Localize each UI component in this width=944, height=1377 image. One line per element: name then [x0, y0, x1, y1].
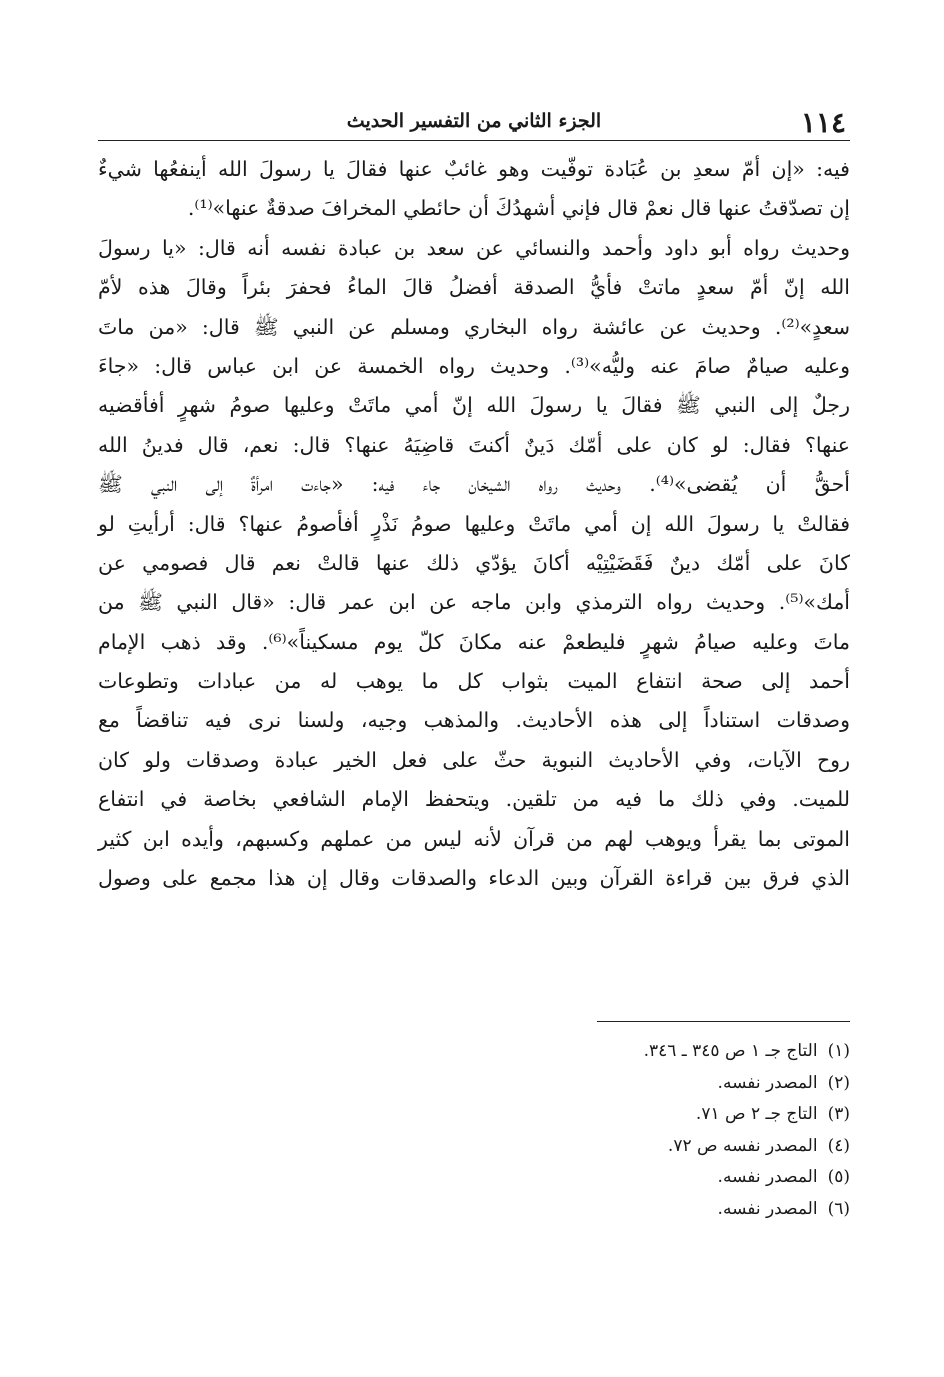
footnote-text: المصدر نفسه.	[717, 1198, 818, 1219]
body-line: وعليه صيامٌ صامَ عنه وليُّه»⁽³⁾. وحديث رواه الخمسة عن ابن عباس قال: «جاءَ	[98, 353, 850, 378]
footnote-text: المصدر نفسه.	[717, 1072, 818, 1093]
footnote-item	[350, 1036, 850, 1068]
footnote-number: (٣)	[827, 1104, 850, 1124]
body-line: كانَ على أمّك دينٌ فَقَضَيْتِيْه أكانَ يؤدّي ذلك عنها قالتْ نعم قال فصومي عن	[98, 550, 850, 575]
body-line: سعدٍ»⁽²⁾. وحديث عن عائشة رواه البخاري ومسلم عن النبي ﷺ قال: «من ماتَ	[98, 314, 850, 339]
body-line: للميت. وفي ذلك ما فيه من تلقين. ويتحفظ الإمام الشافعي بخاصة في انتفاع	[98, 787, 850, 812]
page-header	[98, 100, 850, 141]
page-number: ١١٤	[800, 106, 846, 139]
body-line: فقالتْ يا رسولَ الله إن أمي ماتَتْ وعليها صومُ نَذْرٍ أفأصومُ عنها؟ قال: أرأيتِ لو	[98, 511, 850, 536]
footnote-number: (٤)	[827, 1135, 850, 1156]
body-line: ماتَ وعليه صيامُ شهرٍ فليطعمْ عنه مكانَ كلّ يوم مسكيناً»⁽⁶⁾. وقد ذهب الإمام	[98, 629, 850, 654]
body-line: وصدقات استناداً إلى هذه الأحاديث. والمذهب وجيه، ولسنا نرى فيه تناقضاً مع	[98, 708, 850, 733]
body-line: إن تصدّقتُ عنها قال نعمْ قال فإني أشهدُكَ أن حائطي المخرافَ صدقةٌ عنها»⁽¹⁾.	[187, 196, 850, 221]
body-line: الذي فرق بين قراءة القرآن وبين الدعاء والصدقات وقال إن هذا مجمع على وصول	[98, 866, 850, 891]
body-line: الله إنّ أمّ سعدٍ ماتتْ فأيُّ الصدقة أفضلُ قالَ الماءُ فحفرَ بئراً وقالَ هذه لأمّ	[98, 275, 850, 300]
footnote-text: المصدر نفسه.	[717, 1167, 818, 1187]
body-line: وحديث رواه أبو داود وأحمد والنسائي عن سعد بن عبادة نفسه أنه قال: «يا رسولَ	[98, 235, 850, 260]
footnote-item	[350, 1068, 850, 1100]
body-line: أحقُّ أن يُقضى»⁽⁴⁾. وحديث رواه الشيخان جاء فيه: «جاءت امرأةٌ إلى النبي ﷺ	[98, 472, 850, 497]
footnote-item	[350, 1162, 850, 1194]
body-line: عنها؟ فقال: لو كان على أمّك دَينٌ أكنتَ قاضِيَهُ عنها؟ قال: نعم، قال فدينُ الله	[98, 432, 850, 457]
body-line: فيه: «إن أمّ سعدِ بن عُبَادة توفّيت وهو غائبٌ عنها فقالَ يا رسولَ الله أينفعُها شيءٌ	[98, 157, 850, 181]
body-line: أمك»⁽⁵⁾. وحديث رواه الترمذي وابن ماجه عن ابن عمر قال: «قال النبي ﷺ من	[98, 590, 850, 615]
footnote-item	[350, 1099, 850, 1131]
footnote-number: (٦)	[827, 1198, 850, 1219]
footnote-number: (١)	[827, 1041, 850, 1061]
footnote-item	[350, 1194, 850, 1226]
footnote-divider	[597, 1021, 850, 1022]
footnote-text: التاج جـ ١ ص ٣٤٥ ـ ٣٤٦.	[643, 1041, 818, 1061]
running-title: الجزء الثاني من التفسير الحديث	[346, 110, 602, 132]
body-line: روح الآيات، وفي الأحاديث النبوية حثّ على فعل الخير عبادة وصدقات ولو كان	[98, 747, 850, 772]
footnote-text: المصدر نفسه ص ٧٢.	[667, 1135, 818, 1156]
footnote-number: (٢)	[827, 1072, 850, 1093]
footnote-text: التاج جـ ٢ ص ٧١.	[695, 1104, 818, 1124]
body-line: أحمد إلى صحة انتفاع الميت بثواب كل ما يوهب له من عبادات وتطوعات	[98, 669, 850, 694]
body-line: الموتى بما يقرأ ويوهب لهم من قرآن لأنه ليس من عملهم وكسبهم، وأيده ابن كثير	[98, 826, 850, 851]
body-text	[98, 150, 850, 898]
footnotes	[350, 1036, 850, 1225]
footnote-item	[350, 1131, 850, 1163]
body-line: رجلٌ إلى النبي ﷺ فقالَ يا رسولَ الله إنّ أمي ماتَتْ وعليها صومُ شهرٍ أفأقضيه	[98, 393, 850, 418]
footnote-number: (٥)	[827, 1167, 850, 1187]
